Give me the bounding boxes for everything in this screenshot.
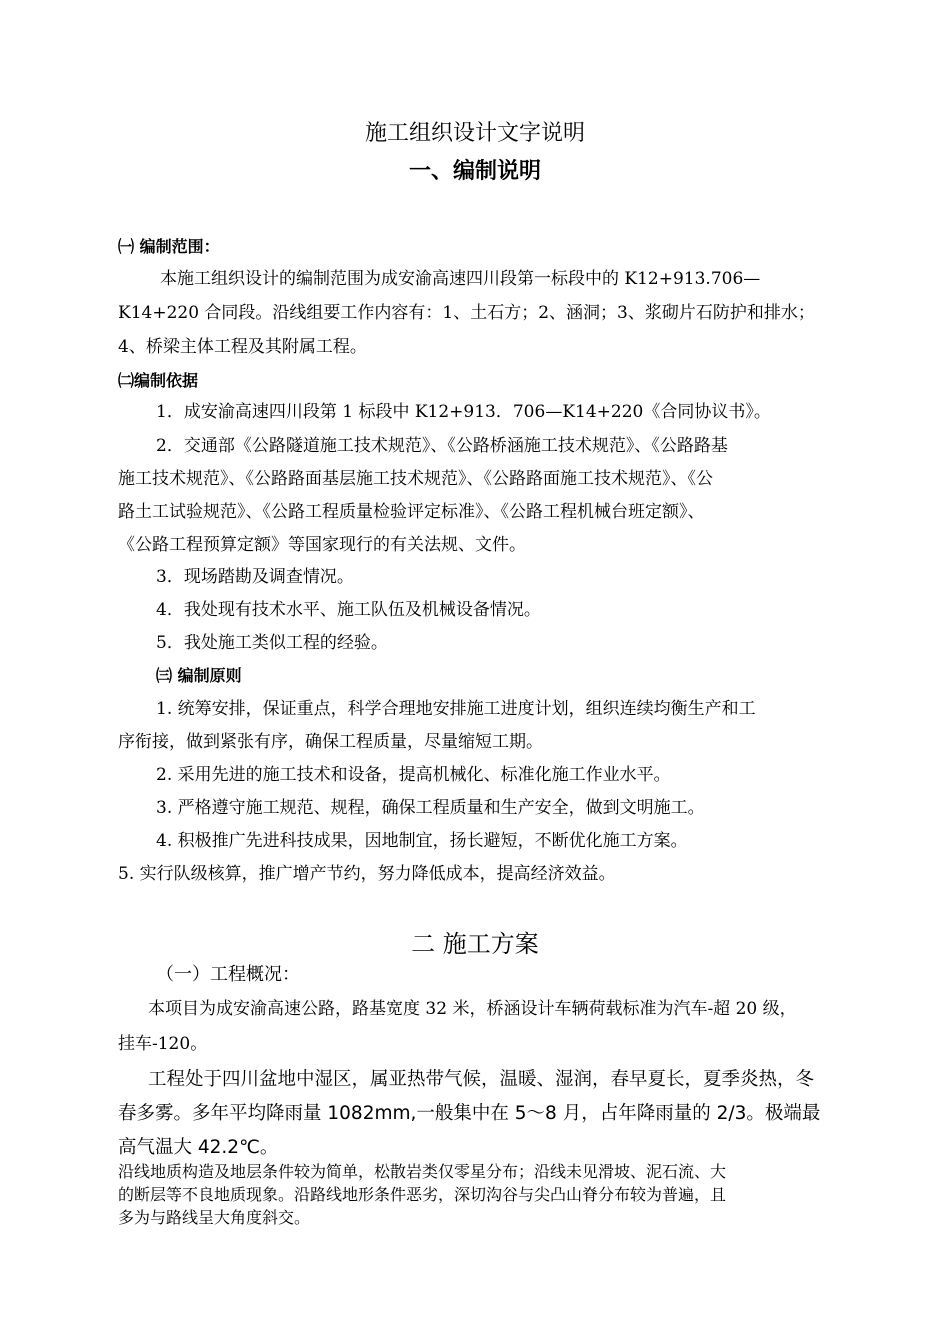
scope-line: 4、桥梁主体工程及其附属工程。 bbox=[118, 337, 367, 357]
geology-line: 沿线地质构造及地层条件较为简单，松散岩类仅零星分布；沿线未见滑坡、泥石流、大 bbox=[118, 1162, 727, 1181]
basis-line: 《公路工程预算定额》等国家现行的有关法规、文件。 bbox=[118, 535, 526, 555]
climate-line: 工程处于四川盆地中湿区，属亚热带气候，温暖、湿润，春早夏长，夏季炎热，冬 bbox=[148, 1069, 815, 1090]
principles-line: 1. 统筹安排，保证重点，科学合理地安排施工进度计划，组织连续均衡生产和工 bbox=[156, 699, 756, 719]
basis-line: 施工技术规范》、《公路路面基层施工技术规范》、《公路路面施工技术规范》、《公 bbox=[118, 469, 713, 489]
basis-heading: ㈡编制依据 bbox=[118, 371, 199, 390]
basis-line: 路土工试验规范》、《公路工程质量检验评定标准》、《公路工程机械台班定额》、 bbox=[118, 502, 705, 522]
scope-line: 本施工组织设计的编制范围为成安渝高速四川段第一标段中的 K12+913.706— bbox=[160, 269, 761, 289]
climate-line: 春多雾。多年平均降雨量 1082mm,一般集中在 5～8 月，占年降雨量的 2/3。极端最 bbox=[118, 1103, 821, 1124]
document-title: 施工组织设计文字说明 bbox=[364, 121, 585, 146]
basis-line: 3．现场踏勘及调查情况。 bbox=[156, 567, 354, 587]
basis-line: 4．我处现有技术水平、施工队伍及机械设备情况。 bbox=[156, 600, 541, 620]
geology-line: 的断层等不良地质现象。沿路线地形条件恶劣，深切沟谷与尖凸山脊分布较为普遍，且 bbox=[118, 1185, 727, 1204]
scope-line: K14+220 合同段。沿线组要工作内容有：1、土石方；2、涵洞；3、浆砌片石防护和排水； bbox=[118, 303, 815, 323]
overview-line: 挂车-120。 bbox=[118, 1034, 208, 1054]
overview-line: 本项目为成安渝高速公路，路基宽度 32 米，桥涵设计车辆荷载标准为汽车-超 20 级， bbox=[148, 999, 797, 1019]
climate-line: 高气温大 42.2℃。 bbox=[118, 1137, 279, 1158]
basis-line: 1．成安渝高速四川段第 1 标段中 K12+913．706—K14+220《合同协议书》。 bbox=[156, 402, 771, 422]
principles-line: 5. 实行队级核算，推广增产节约，努力降低成本，提高经济效益。 bbox=[118, 864, 616, 884]
principles-line: 2. 采用先进的施工技术和设备，提高机械化、标准化施工作业水平。 bbox=[156, 765, 671, 785]
section-1-title: 一、编制说明 bbox=[408, 159, 541, 184]
principles-line: 序衔接，做到紧张有序，确保工程质量，尽量缩短工期。 bbox=[118, 732, 543, 752]
basis-line: 2．交通部《公路隧道施工技术规范》、《公路桥涵施工技术规范》、《公路路基 bbox=[156, 436, 728, 456]
principles-heading: ㈢ 编制原则 bbox=[156, 666, 242, 685]
section-2-title: 二 施工方案 bbox=[411, 930, 539, 958]
geology-line: 多为与路线呈大角度斜交。 bbox=[118, 1208, 311, 1227]
basis-line: 5．我处施工类似工程的经验。 bbox=[156, 633, 388, 653]
principles-line: 3. 严格遵守施工规范、规程，确保工程质量和生产安全，做到文明施工。 bbox=[156, 798, 705, 818]
principles-line: 4. 积极推广先进科技成果，因地制宜，扬长避短，不断优化施工方案。 bbox=[156, 831, 688, 851]
scope-heading: ㈠ 编制范围： bbox=[118, 237, 220, 256]
overview-heading: （一）工程概况： bbox=[156, 964, 300, 985]
